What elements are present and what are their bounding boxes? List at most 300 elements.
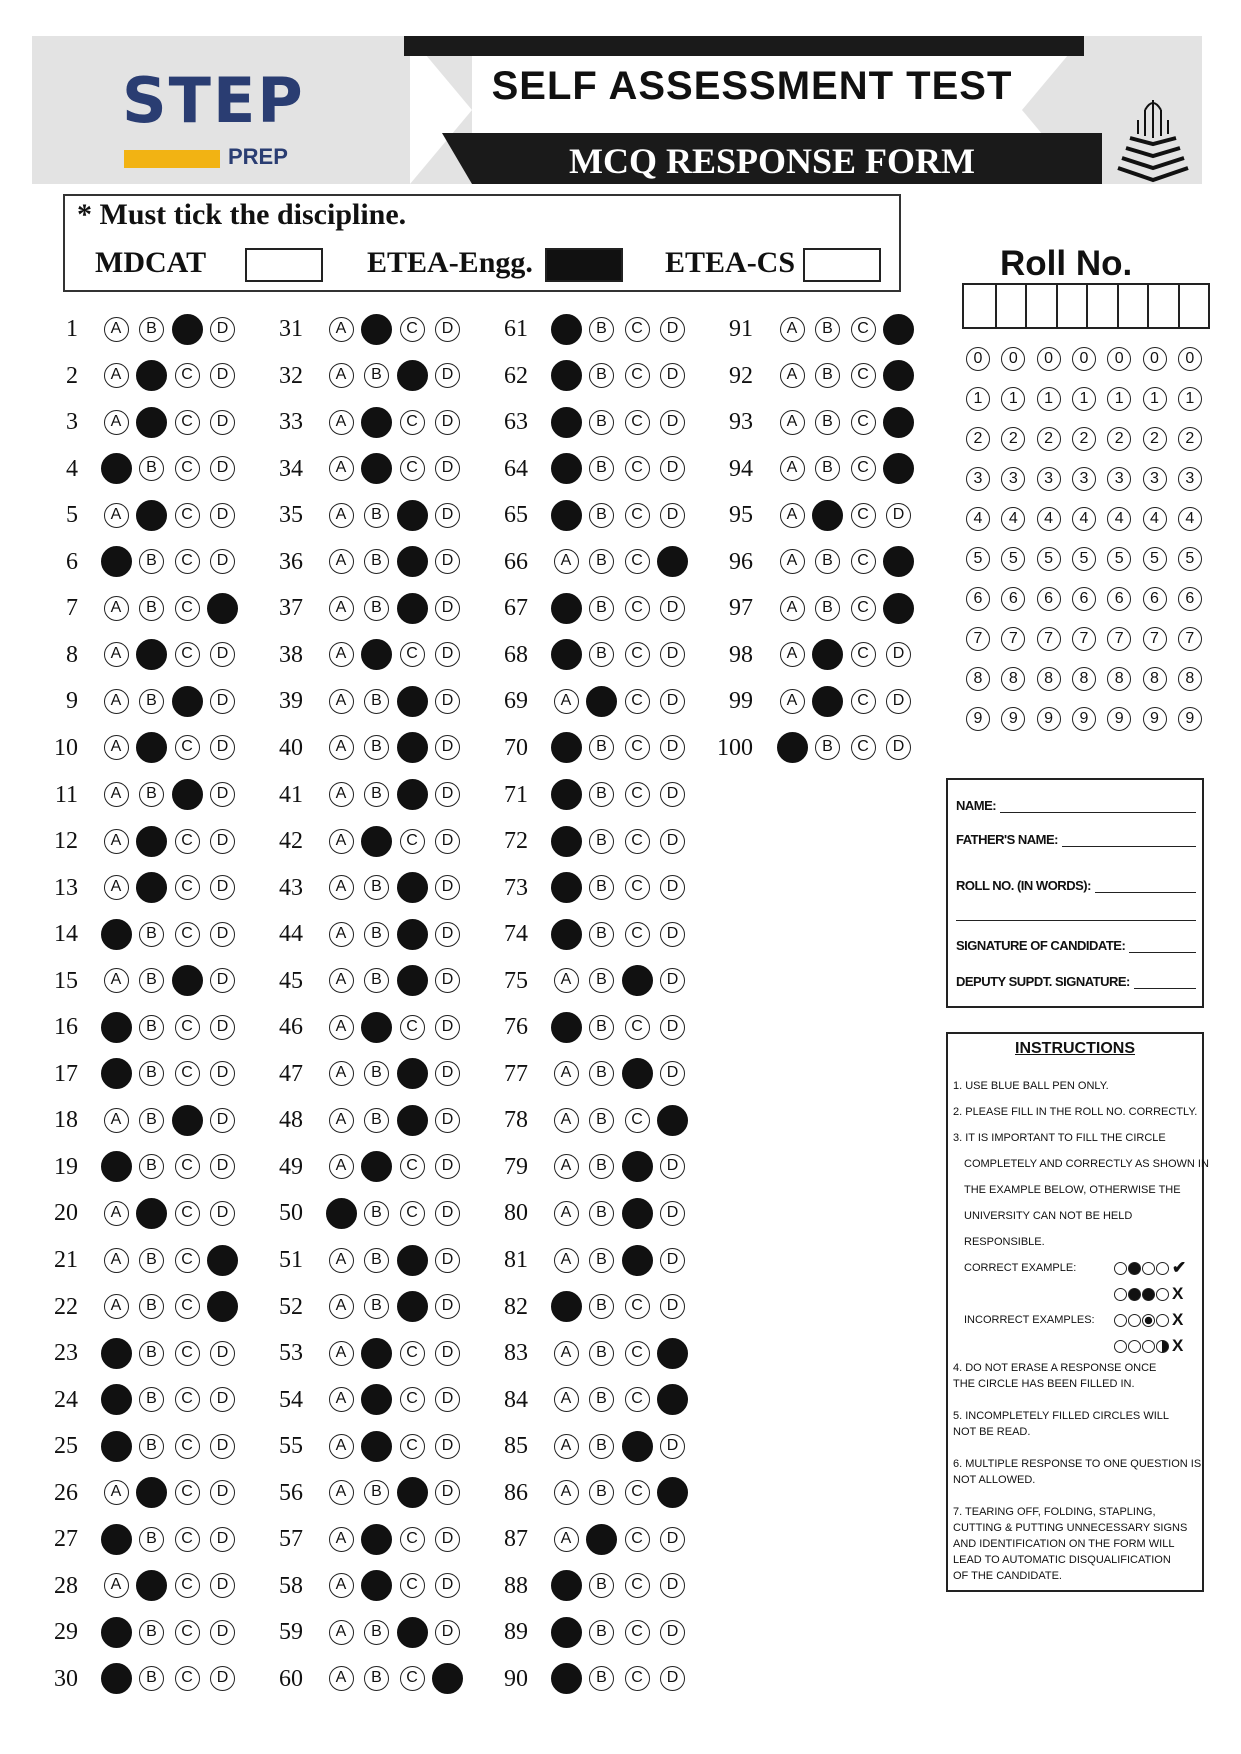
answer-bubble[interactable] — [361, 1384, 392, 1415]
answer-bubble[interactable]: A — [329, 922, 354, 947]
answer-bubble[interactable]: B — [364, 968, 389, 993]
answer-bubble[interactable]: D — [435, 1248, 460, 1273]
answer-bubble[interactable]: A — [329, 596, 354, 621]
roll-digit-bubble[interactable]: 1 — [1143, 387, 1167, 411]
answer-bubble[interactable]: D — [210, 363, 235, 388]
answer-bubble[interactable] — [622, 1431, 653, 1462]
answer-bubble[interactable]: C — [625, 735, 650, 760]
answer-bubble[interactable]: D — [435, 1573, 460, 1598]
roll-digit-bubble[interactable]: 5 — [1072, 547, 1096, 571]
answer-bubble[interactable]: B — [589, 922, 614, 947]
answer-bubble[interactable]: B — [589, 1061, 614, 1086]
answer-bubble[interactable]: A — [554, 1527, 579, 1552]
roll-digit-bubble[interactable]: 1 — [966, 387, 990, 411]
answer-bubble[interactable]: B — [364, 1108, 389, 1133]
answer-bubble[interactable] — [551, 1663, 582, 1694]
roll-digit-bubble[interactable]: 0 — [1001, 347, 1025, 371]
roll-digit-bubble[interactable]: 8 — [1143, 667, 1167, 691]
answer-bubble[interactable]: B — [139, 1015, 164, 1040]
answer-bubble[interactable]: D — [210, 968, 235, 993]
answer-bubble[interactable]: C — [400, 1573, 425, 1598]
answer-bubble[interactable]: D — [210, 735, 235, 760]
answer-bubble[interactable]: D — [435, 410, 460, 435]
answer-bubble[interactable]: A — [329, 1573, 354, 1598]
answer-bubble[interactable]: D — [660, 1201, 685, 1226]
answer-bubble[interactable] — [657, 1384, 688, 1415]
answer-bubble[interactable]: B — [139, 1154, 164, 1179]
answer-bubble[interactable]: D — [435, 922, 460, 947]
roll-digit-bubble[interactable]: 5 — [966, 547, 990, 571]
answer-bubble[interactable]: D — [435, 1061, 460, 1086]
answer-bubble[interactable] — [361, 1431, 392, 1462]
answer-bubble[interactable]: C — [400, 456, 425, 481]
answer-bubble[interactable]: C — [400, 1666, 425, 1691]
answer-bubble[interactable] — [622, 1198, 653, 1229]
answer-bubble[interactable] — [883, 360, 914, 391]
answer-bubble[interactable]: A — [329, 1666, 354, 1691]
answer-bubble[interactable]: B — [139, 689, 164, 714]
answer-bubble[interactable]: D — [660, 922, 685, 947]
answer-bubble[interactable]: D — [435, 782, 460, 807]
roll-digit-bubble[interactable]: 7 — [966, 627, 990, 651]
answer-bubble[interactable]: A — [104, 1573, 129, 1598]
answer-bubble[interactable]: D — [210, 317, 235, 342]
answer-bubble[interactable]: A — [780, 503, 805, 528]
answer-bubble[interactable]: D — [210, 1480, 235, 1505]
answer-bubble[interactable]: C — [625, 1620, 650, 1645]
answer-bubble[interactable]: C — [851, 456, 876, 481]
answer-bubble[interactable]: D — [210, 1154, 235, 1179]
answer-bubble[interactable] — [397, 1477, 428, 1508]
answer-bubble[interactable] — [397, 1245, 428, 1276]
answer-bubble[interactable] — [397, 1058, 428, 1089]
discipline-checkbox-etea-cs[interactable] — [803, 248, 881, 282]
roll-digit-bubble[interactable]: 1 — [1107, 387, 1131, 411]
answer-bubble[interactable] — [172, 686, 203, 717]
answer-bubble[interactable]: C — [625, 782, 650, 807]
answer-bubble[interactable]: A — [329, 875, 354, 900]
answer-bubble[interactable]: B — [589, 596, 614, 621]
answer-bubble[interactable]: D — [435, 596, 460, 621]
roll-digit-bubble[interactable]: 9 — [1178, 707, 1202, 731]
roll-digit-bubble[interactable]: 9 — [1072, 707, 1096, 731]
answer-bubble[interactable]: B — [589, 1480, 614, 1505]
answer-bubble[interactable]: D — [660, 1248, 685, 1273]
roll-digit-bubble[interactable]: 2 — [1037, 427, 1061, 451]
answer-bubble[interactable]: D — [210, 1620, 235, 1645]
answer-bubble[interactable]: B — [139, 922, 164, 947]
answer-bubble[interactable]: A — [104, 1294, 129, 1319]
answer-bubble[interactable]: B — [139, 456, 164, 481]
answer-bubble[interactable]: B — [589, 642, 614, 667]
answer-bubble[interactable]: A — [104, 829, 129, 854]
roll-digit-bubble[interactable]: 5 — [1178, 547, 1202, 571]
answer-bubble[interactable]: D — [660, 1620, 685, 1645]
answer-bubble[interactable]: B — [589, 410, 614, 435]
answer-bubble[interactable]: B — [364, 1248, 389, 1273]
roll-digit-bubble[interactable]: 8 — [1107, 667, 1131, 691]
answer-bubble[interactable]: C — [175, 1434, 200, 1459]
answer-bubble[interactable]: C — [851, 410, 876, 435]
answer-bubble[interactable]: D — [660, 1666, 685, 1691]
answer-bubble[interactable]: C — [175, 1248, 200, 1273]
answer-bubble[interactable] — [551, 453, 582, 484]
answer-bubble[interactable] — [101, 1012, 132, 1043]
answer-bubble[interactable] — [101, 1524, 132, 1555]
answer-bubble[interactable] — [361, 639, 392, 670]
answer-bubble[interactable]: D — [210, 1201, 235, 1226]
answer-bubble[interactable] — [812, 639, 843, 670]
answer-bubble[interactable]: D — [660, 596, 685, 621]
answer-bubble[interactable]: D — [660, 968, 685, 993]
answer-bubble[interactable]: D — [660, 1294, 685, 1319]
answer-bubble[interactable]: A — [104, 689, 129, 714]
roll-digit-bubble[interactable]: 5 — [1037, 547, 1061, 571]
roll-digit-bubble[interactable]: 1 — [1001, 387, 1025, 411]
answer-bubble[interactable]: B — [364, 596, 389, 621]
answer-bubble[interactable]: C — [175, 456, 200, 481]
answer-bubble[interactable]: C — [175, 1480, 200, 1505]
answer-bubble[interactable]: C — [625, 1387, 650, 1412]
answer-bubble[interactable] — [136, 639, 167, 670]
answer-bubble[interactable]: C — [851, 503, 876, 528]
roll-digit-bubble[interactable]: 4 — [1143, 507, 1167, 531]
answer-bubble[interactable]: C — [851, 642, 876, 667]
answer-bubble[interactable]: D — [660, 317, 685, 342]
roll-digit-bubble[interactable]: 9 — [966, 707, 990, 731]
answer-bubble[interactable]: D — [435, 642, 460, 667]
answer-bubble[interactable]: B — [139, 1341, 164, 1366]
answer-bubble[interactable] — [812, 686, 843, 717]
answer-bubble[interactable]: B — [589, 1248, 614, 1273]
roll-digit-bubble[interactable]: 7 — [1037, 627, 1061, 651]
answer-bubble[interactable] — [883, 453, 914, 484]
answer-bubble[interactable]: B — [139, 782, 164, 807]
answer-bubble[interactable]: A — [104, 735, 129, 760]
answer-bubble[interactable] — [136, 732, 167, 763]
answer-bubble[interactable]: A — [780, 410, 805, 435]
answer-bubble[interactable]: C — [625, 317, 650, 342]
answer-bubble[interactable] — [622, 1058, 653, 1089]
answer-bubble[interactable] — [397, 546, 428, 577]
answer-bubble[interactable]: D — [660, 410, 685, 435]
roll-digit-bubble[interactable]: 0 — [1178, 347, 1202, 371]
answer-bubble[interactable]: A — [104, 596, 129, 621]
answer-bubble[interactable] — [432, 1663, 463, 1694]
answer-bubble[interactable]: A — [104, 782, 129, 807]
answer-bubble[interactable]: C — [400, 1527, 425, 1552]
answer-bubble[interactable]: B — [815, 456, 840, 481]
answer-bubble[interactable] — [883, 593, 914, 624]
answer-bubble[interactable]: C — [175, 410, 200, 435]
roll-digit-bubble[interactable]: 0 — [966, 347, 990, 371]
answer-bubble[interactable]: D — [210, 456, 235, 481]
answer-bubble[interactable] — [812, 500, 843, 531]
answer-bubble[interactable]: B — [364, 1666, 389, 1691]
answer-bubble[interactable]: D — [660, 456, 685, 481]
answer-bubble[interactable]: B — [364, 363, 389, 388]
answer-bubble[interactable]: C — [625, 1341, 650, 1366]
answer-bubble[interactable]: A — [554, 1248, 579, 1273]
roll-digit-bubble[interactable]: 4 — [1072, 507, 1096, 531]
answer-bubble[interactable]: A — [329, 1480, 354, 1505]
answer-bubble[interactable]: A — [554, 1434, 579, 1459]
answer-bubble[interactable]: A — [329, 456, 354, 481]
answer-bubble[interactable]: D — [660, 875, 685, 900]
roll-digit-bubble[interactable]: 3 — [1037, 467, 1061, 491]
answer-bubble[interactable] — [136, 500, 167, 531]
answer-bubble[interactable]: C — [400, 1341, 425, 1366]
answer-bubble[interactable]: D — [210, 782, 235, 807]
answer-bubble[interactable] — [136, 872, 167, 903]
answer-bubble[interactable] — [397, 732, 428, 763]
answer-bubble[interactable]: D — [435, 689, 460, 714]
roll-digit-bubble[interactable]: 7 — [1178, 627, 1202, 651]
roll-digit-bubble[interactable]: 3 — [1107, 467, 1131, 491]
answer-bubble[interactable]: B — [364, 922, 389, 947]
answer-bubble[interactable]: C — [400, 1387, 425, 1412]
answer-bubble[interactable]: C — [625, 596, 650, 621]
answer-bubble[interactable] — [551, 826, 582, 857]
answer-bubble[interactable] — [551, 314, 582, 345]
answer-bubble[interactable]: D — [660, 1434, 685, 1459]
answer-bubble[interactable]: B — [139, 1434, 164, 1459]
answer-bubble[interactable] — [361, 314, 392, 345]
answer-bubble[interactable] — [397, 1617, 428, 1648]
answer-bubble[interactable]: C — [400, 1201, 425, 1226]
roll-digit-bubble[interactable]: 4 — [966, 507, 990, 531]
answer-bubble[interactable]: A — [329, 1248, 354, 1273]
roll-digit-bubble[interactable]: 0 — [1107, 347, 1131, 371]
roll-digit-bubble[interactable]: 2 — [966, 427, 990, 451]
answer-bubble[interactable]: C — [625, 410, 650, 435]
roll-digit-bubble[interactable]: 7 — [1072, 627, 1096, 651]
roll-digit-bubble[interactable]: 7 — [1001, 627, 1025, 651]
discipline-checkbox-mdcat[interactable] — [245, 248, 323, 282]
answer-bubble[interactable]: C — [851, 363, 876, 388]
answer-bubble[interactable]: C — [625, 549, 650, 574]
answer-bubble[interactable]: D — [435, 735, 460, 760]
answer-bubble[interactable]: A — [104, 968, 129, 993]
answer-bubble[interactable] — [101, 546, 132, 577]
roll-digit-bubble[interactable]: 7 — [1143, 627, 1167, 651]
answer-bubble[interactable]: A — [780, 363, 805, 388]
roll-digit-bubble[interactable]: 6 — [1001, 587, 1025, 611]
answer-bubble[interactable]: A — [104, 642, 129, 667]
answer-bubble[interactable]: B — [364, 1480, 389, 1505]
answer-bubble[interactable] — [361, 1570, 392, 1601]
roll-digit-bubble[interactable]: 6 — [1037, 587, 1061, 611]
father-name-field[interactable] — [956, 832, 1196, 847]
answer-bubble[interactable] — [883, 407, 914, 438]
answer-bubble[interactable]: B — [139, 1527, 164, 1552]
roll-digit-bubble[interactable]: 8 — [1072, 667, 1096, 691]
answer-bubble[interactable]: D — [435, 1015, 460, 1040]
answer-bubble[interactable]: C — [625, 1573, 650, 1598]
answer-bubble[interactable]: C — [175, 1015, 200, 1040]
answer-bubble[interactable]: D — [210, 1387, 235, 1412]
answer-bubble[interactable]: D — [660, 1154, 685, 1179]
answer-bubble[interactable] — [361, 1338, 392, 1369]
answer-bubble[interactable]: D — [435, 968, 460, 993]
answer-bubble[interactable] — [551, 593, 582, 624]
answer-bubble[interactable]: D — [435, 1434, 460, 1459]
answer-bubble[interactable]: D — [660, 1015, 685, 1040]
answer-bubble[interactable] — [551, 732, 582, 763]
answer-bubble[interactable]: B — [139, 549, 164, 574]
answer-bubble[interactable]: A — [104, 363, 129, 388]
answer-bubble[interactable]: A — [329, 1387, 354, 1412]
answer-bubble[interactable]: B — [364, 689, 389, 714]
answer-bubble[interactable]: D — [210, 1108, 235, 1133]
answer-bubble[interactable] — [777, 732, 808, 763]
answer-bubble[interactable]: C — [400, 642, 425, 667]
answer-bubble[interactable]: A — [554, 968, 579, 993]
answer-bubble[interactable] — [586, 686, 617, 717]
answer-bubble[interactable]: B — [589, 549, 614, 574]
answer-bubble[interactable]: D — [210, 410, 235, 435]
answer-bubble[interactable]: D — [435, 456, 460, 481]
roll-digit-bubble[interactable]: 6 — [966, 587, 990, 611]
answer-bubble[interactable]: A — [104, 875, 129, 900]
roll-digit-bubble[interactable]: 9 — [1001, 707, 1025, 731]
answer-bubble[interactable]: A — [329, 1620, 354, 1645]
answer-bubble[interactable]: D — [435, 1341, 460, 1366]
answer-bubble[interactable] — [622, 1245, 653, 1276]
answer-bubble[interactable]: D — [435, 317, 460, 342]
answer-bubble[interactable]: D — [660, 829, 685, 854]
answer-bubble[interactable]: D — [435, 1294, 460, 1319]
answer-bubble[interactable]: C — [175, 596, 200, 621]
answer-bubble[interactable]: B — [589, 1015, 614, 1040]
answer-bubble[interactable]: D — [210, 1527, 235, 1552]
answer-bubble[interactable]: A — [329, 363, 354, 388]
answer-bubble[interactable]: A — [329, 1061, 354, 1086]
answer-bubble[interactable]: D — [210, 642, 235, 667]
answer-bubble[interactable]: C — [175, 642, 200, 667]
roll-digit-bubble[interactable]: 4 — [1001, 507, 1025, 531]
answer-bubble[interactable] — [101, 1384, 132, 1415]
answer-bubble[interactable]: C — [625, 1015, 650, 1040]
answer-bubble[interactable]: D — [660, 735, 685, 760]
roll-digit-bubble[interactable]: 2 — [1143, 427, 1167, 451]
answer-bubble[interactable]: C — [175, 1341, 200, 1366]
answer-bubble[interactable]: D — [660, 363, 685, 388]
roll-digit-bubble[interactable]: 3 — [1178, 467, 1202, 491]
roll-digit-bubble[interactable]: 0 — [1037, 347, 1061, 371]
roll-digit-bubble[interactable]: 0 — [1072, 347, 1096, 371]
answer-bubble[interactable]: B — [589, 968, 614, 993]
answer-bubble[interactable]: B — [815, 735, 840, 760]
answer-bubble[interactable] — [361, 1151, 392, 1182]
answer-bubble[interactable]: B — [139, 596, 164, 621]
answer-bubble[interactable]: B — [589, 1666, 614, 1691]
answer-bubble[interactable] — [361, 1524, 392, 1555]
answer-bubble[interactable]: B — [364, 549, 389, 574]
answer-bubble[interactable]: A — [104, 317, 129, 342]
roll-digit-bubble[interactable]: 7 — [1107, 627, 1131, 651]
roll-digit-bubble[interactable]: 0 — [1143, 347, 1167, 371]
answer-bubble[interactable] — [883, 546, 914, 577]
answer-bubble[interactable]: B — [589, 1341, 614, 1366]
answer-bubble[interactable]: D — [210, 875, 235, 900]
answer-bubble[interactable]: B — [364, 503, 389, 528]
answer-bubble[interactable]: D — [210, 1666, 235, 1691]
answer-bubble[interactable]: C — [400, 1015, 425, 1040]
answer-bubble[interactable]: B — [589, 1108, 614, 1133]
answer-bubble[interactable]: A — [329, 1108, 354, 1133]
answer-bubble[interactable]: C — [625, 363, 650, 388]
answer-bubble[interactable] — [551, 1617, 582, 1648]
answer-bubble[interactable]: A — [780, 642, 805, 667]
answer-bubble[interactable]: A — [329, 689, 354, 714]
answer-bubble[interactable]: C — [175, 1387, 200, 1412]
answer-bubble[interactable]: D — [660, 1061, 685, 1086]
candidate-signature-field[interactable] — [956, 938, 1196, 953]
answer-bubble[interactable]: D — [435, 1387, 460, 1412]
answer-bubble[interactable] — [551, 779, 582, 810]
answer-bubble[interactable] — [101, 919, 132, 950]
answer-bubble[interactable]: D — [660, 689, 685, 714]
answer-bubble[interactable]: C — [175, 503, 200, 528]
answer-bubble[interactable] — [172, 1105, 203, 1136]
answer-bubble[interactable]: C — [400, 317, 425, 342]
answer-bubble[interactable]: C — [400, 1434, 425, 1459]
answer-bubble[interactable]: A — [329, 1015, 354, 1040]
answer-bubble[interactable] — [397, 919, 428, 950]
answer-bubble[interactable]: B — [139, 317, 164, 342]
answer-bubble[interactable]: A — [554, 1387, 579, 1412]
answer-bubble[interactable]: D — [435, 829, 460, 854]
answer-bubble[interactable]: B — [589, 1434, 614, 1459]
answer-bubble[interactable]: D — [886, 642, 911, 667]
answer-bubble[interactable]: B — [364, 875, 389, 900]
answer-bubble[interactable] — [551, 1570, 582, 1601]
answer-bubble[interactable]: A — [780, 549, 805, 574]
answer-bubble[interactable] — [586, 1524, 617, 1555]
answer-bubble[interactable] — [136, 1477, 167, 1508]
answer-bubble[interactable]: A — [329, 1341, 354, 1366]
roll-digit-bubble[interactable]: 8 — [1178, 667, 1202, 691]
answer-bubble[interactable] — [101, 1663, 132, 1694]
answer-bubble[interactable]: A — [104, 410, 129, 435]
answer-bubble[interactable] — [551, 919, 582, 950]
answer-bubble[interactable] — [361, 407, 392, 438]
answer-bubble[interactable]: B — [589, 782, 614, 807]
answer-bubble[interactable]: A — [780, 317, 805, 342]
answer-bubble[interactable]: D — [210, 1015, 235, 1040]
answer-bubble[interactable]: A — [329, 782, 354, 807]
answer-bubble[interactable]: D — [210, 1341, 235, 1366]
answer-bubble[interactable]: A — [329, 1434, 354, 1459]
answer-bubble[interactable] — [326, 1198, 357, 1229]
answer-bubble[interactable]: B — [139, 1294, 164, 1319]
answer-bubble[interactable]: C — [175, 1061, 200, 1086]
answer-bubble[interactable]: D — [435, 1201, 460, 1226]
answer-bubble[interactable]: A — [329, 317, 354, 342]
answer-bubble[interactable]: A — [104, 1248, 129, 1273]
answer-bubble[interactable]: A — [554, 1201, 579, 1226]
answer-bubble[interactable] — [172, 779, 203, 810]
roll-digit-bubble[interactable]: 8 — [1037, 667, 1061, 691]
roll-digit-bubble[interactable]: 4 — [1037, 507, 1061, 531]
name-field[interactable] — [956, 798, 1196, 813]
answer-bubble[interactable] — [551, 407, 582, 438]
answer-bubble[interactable] — [397, 872, 428, 903]
answer-bubble[interactable]: B — [589, 875, 614, 900]
answer-bubble[interactable]: A — [329, 1294, 354, 1319]
answer-bubble[interactable]: A — [329, 642, 354, 667]
